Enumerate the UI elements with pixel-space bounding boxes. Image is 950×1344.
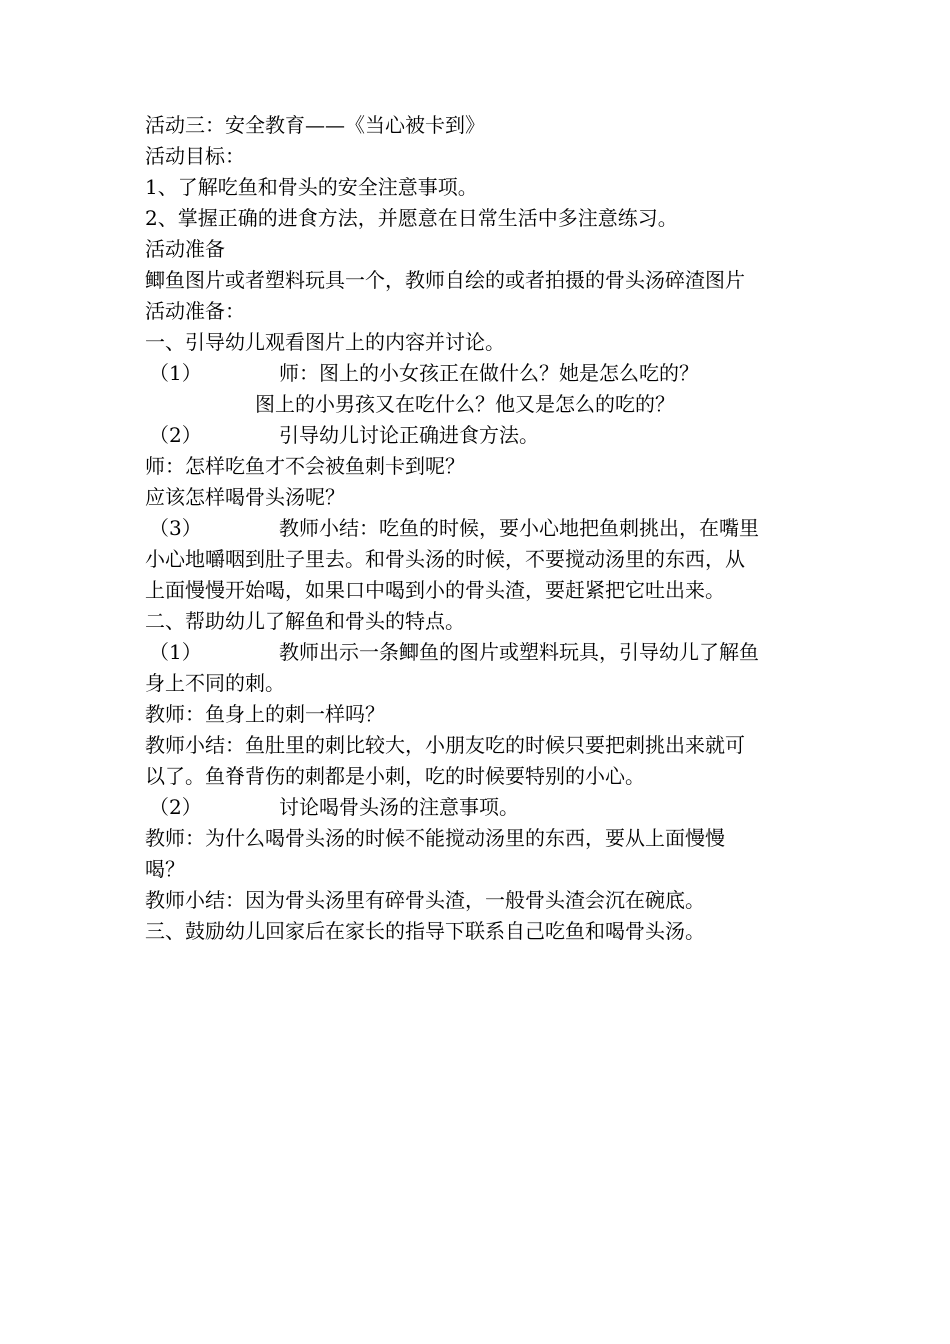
list-item <box>145 420 815 451</box>
section-title: 一、引导幼儿观看图片上的内容并讨论。 <box>145 330 505 354</box>
question-text: 师：怎样吃鱼才不会被鱼刺卡到呢？ <box>145 454 465 478</box>
item-number: （2） <box>149 423 202 447</box>
paragraph-line: 小心地嚼咽到肚子里去。和骨头汤的时候，不要搅动汤里的东西，从 <box>145 547 745 571</box>
paragraph-line: 喝？ <box>145 857 185 881</box>
question-text: 应该怎样喝骨头汤呢？ <box>145 485 345 509</box>
paragraph-line: 教师小结：因为骨头汤里有碎骨头渣，一般骨头渣会沉在碗底。 <box>145 888 705 912</box>
item-number: （1） <box>149 640 202 664</box>
item-text: 教师出示一条鲫鱼的图片或塑料玩具，引导幼儿了解鱼 <box>279 640 759 664</box>
item-text-continued: 图上的小男孩又在吃什么？他又是怎么的吃的？ <box>255 392 675 416</box>
list-item <box>145 792 815 823</box>
item-text: 引导幼儿讨论正确进食方法。 <box>279 423 539 447</box>
paragraph-line: 上面慢慢开始喝，如果口中喝到小的骨头渣，要赶紧把它吐出来。 <box>145 578 725 602</box>
list-item <box>145 358 815 389</box>
item-number: （3） <box>149 516 202 540</box>
item-text: 教师小结：吃鱼的时候，要小心地把鱼刺挑出，在嘴里 <box>279 516 759 540</box>
paragraph-line: 教师小结：鱼肚里的刺比较大，小朋友吃的时候只要把刺挑出来就可 <box>145 733 745 757</box>
item-number: （1） <box>149 361 202 385</box>
paragraph-line: 教师：为什么喝骨头汤的时候不能搅动汤里的东西，要从上面慢慢 <box>145 826 725 850</box>
document-title: 活动三：安全教育——《当心被卡到》 <box>145 113 485 137</box>
process-heading: 活动准备： <box>145 299 245 323</box>
list-item <box>145 637 815 668</box>
preparation-heading: 活动准备 <box>145 237 225 261</box>
list-item <box>145 513 815 544</box>
item-number: （2） <box>149 795 202 819</box>
item-text: 师：图上的小女孩正在做什么？她是怎么吃的？ <box>279 361 699 385</box>
question-text: 教师：鱼身上的刺一样吗？ <box>145 702 385 726</box>
section-title: 三、鼓励幼儿回家后在家长的指导下联系自己吃鱼和喝骨头汤。 <box>145 919 705 943</box>
goal-item: 1、了解吃鱼和骨头的安全注意事项。 <box>145 175 478 199</box>
paragraph-line: 身上不同的刺。 <box>145 671 285 695</box>
goals-heading: 活动目标： <box>145 144 245 168</box>
paragraph-line: 以了。鱼脊背伤的刺都是小刺，吃的时候要特别的小心。 <box>145 764 645 788</box>
goal-item: 2、掌握正确的进食方法，并愿意在日常生活中多注意练习。 <box>145 206 678 230</box>
item-text: 讨论喝骨头汤的注意事项。 <box>279 795 519 819</box>
section-title: 二、帮助幼儿了解鱼和骨头的特点。 <box>145 609 465 633</box>
preparation-text: 鲫鱼图片或者塑料玩具一个，教师自绘的或者拍摄的骨头汤碎渣图片 <box>145 268 745 292</box>
document-body <box>145 110 815 947</box>
